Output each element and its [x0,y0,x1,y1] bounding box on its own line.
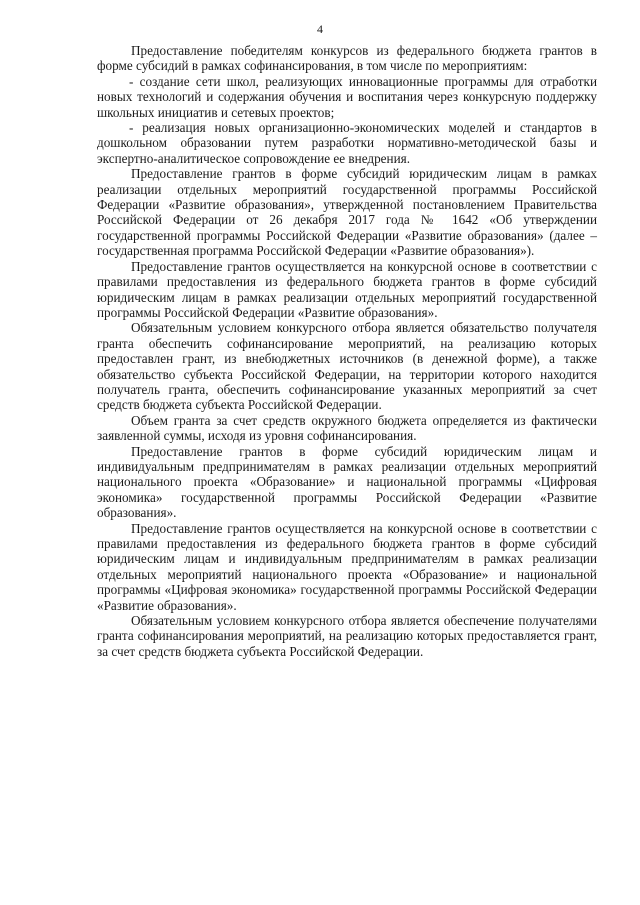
paragraph-grants-intro: Предоставление победителям конкурсов из федерального бюджета грантов в форме субсидий в рамках софинансирования, в том числе по мероприятиям: [97,43,597,74]
document-body [97,43,597,659]
paragraph-entrepreneur-grants: Предоставление грантов в форме субсидий юридическим лицам и индивидуальным предпринимателям в рамках реализации отдельных мероприятий национального проекта «Образование» и национальной программы «Цифровая экономика» государственной программы Российской Федерации «Развитие образования». [97,443,597,521]
paragraph-competitive-basis: Предоставление грантов осуществляется на конкурсной основе в соответствии с правилами предоставления из федерального бюджета грантов в форме субсидий юридическим лицам в рамках реализации отдельных мероприятий государственной программы Российской Федерации «Развитие образования». [97,258,597,320]
list-item-school-network: - создание сети школ, реализующих инновационные программы для отработки новых технологий и содержания обучения и воспитания через конкурсную поддержку школьных инициатив и сетевых проектов; [97,73,597,120]
paragraph-cofinancing-condition: Обязательным условием конкурсного отбора является обязательство получателя гранта обеспечить софинансирование мероприятий, на реализацию которых предоставлен грант, из внебюджетных источников (в денежной форме), а также обязательство субъекта Российской Федерации, на территории которого находится получатель гранта, обеспечить софинансирование указанных мероприятий за счет средств бюджета субъекта Российской Федерации. [97,320,597,413]
list-item-preschool-models: - реализация новых организационно-экономических моделей и стандартов в дошкольном образовании путем разработки нормативно-методической базы и экспертно-аналитическое сопровождение ее внедрения. [97,120,597,166]
page-number: 4 [317,22,323,36]
paragraph-competitive-basis-2: Предоставление грантов осуществляется на конкурсной основе в соответствии с правилами предоставления из федерального бюджета грантов в форме субсидий юридическим лицам и индивидуальным предпринимателям в рамках реализации отдельных мероприятий национального проекта «Образование» и национальной программы «Цифровая экономика» государственной программы Российской Федерации «Развитие образования». [97,520,597,613]
paragraph-cofinancing-condition-2: Обязательным условием конкурсного отбора является обеспечение получателями гранта софинансирования мероприятий, на реализацию которых предоставляется грант, за счет средств бюджета субъекта Российской Федерации. [97,613,597,659]
paragraph-grant-volume: Объем гранта за счет средств окружного бюджета определяется из фактически заявленной суммы, исходя из уровня софинансирования. [97,412,597,444]
paragraph-legal-entity-grants: Предоставление грантов в форме субсидий юридическим лицам в рамках реализации отдельных мероприятий государственной программы Российской Федерации «Развитие образования», утвержденной постановлением Правительства Российской Федерации от 26 декабря 2017 года № 1642 «Об утверждении государственной программы Российской Федерации «Развитие образования» (далее – государственная программа Российской Федерации «Развитие образования»). [97,166,597,259]
